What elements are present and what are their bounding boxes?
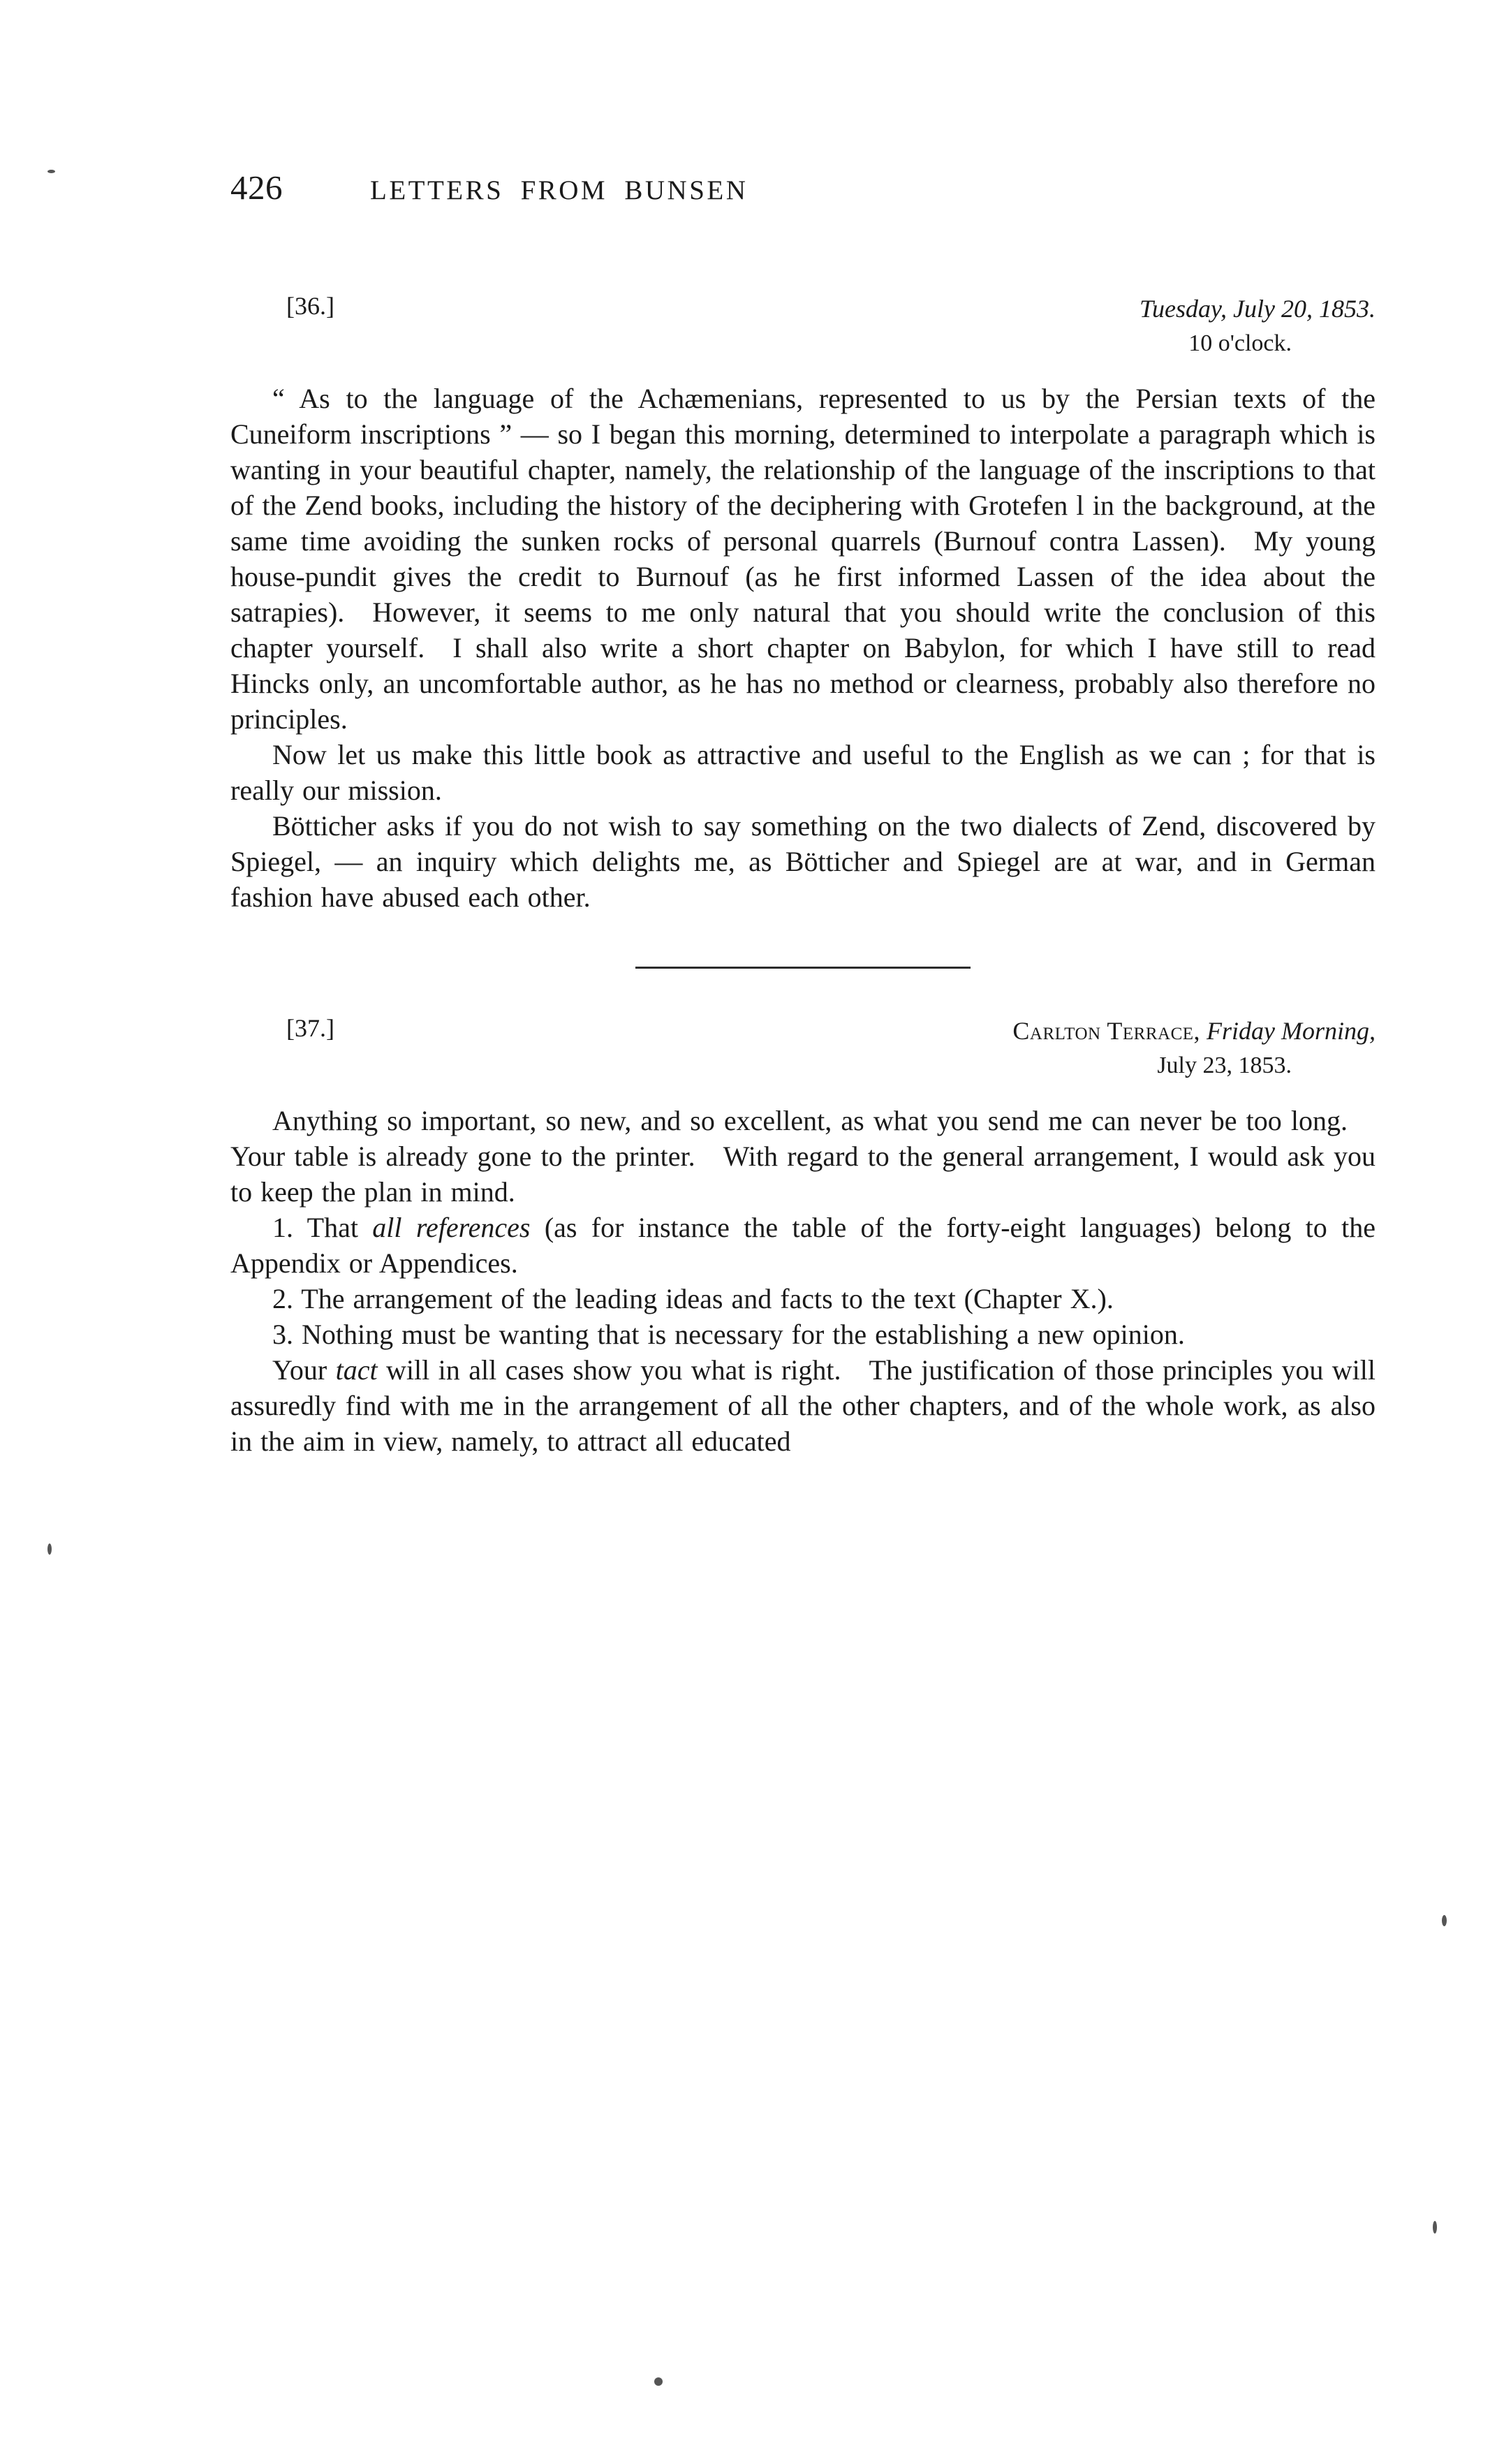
letter-37-dateline-main: Friday Morning, [1207, 1017, 1376, 1045]
letter-37 [230, 1013, 1376, 1459]
page-artifact-mark [1442, 1915, 1447, 1926]
letter-36-paragraph-1: “ As to the language of the Achæmenians, represented to us by the Persian texts of the Cuneiform inscriptions ” — so I began this morning, determined to interpolate a paragraph which is wanting in your beautiful chapter, namely, the relationship of the language of the inscriptions to that of the Zend books, including the history of the deciphering with Grotefen l in the background, at the same time avoiding the sunken rocks of personal quarrels (Burnouf contra Lassen). My young house-pundit gives the credit to Burnouf (as he first informed Lassen of the idea about the satrapies). However, it seems to me only natural that you should write the conclusion of this chapter yourself. I shall also write a short chapter on Babylon, for which I have still to read Hincks only, an uncomfortable author, as he has no method or clearness, probably also therefore no principles. [230, 383, 1376, 735]
page-header [230, 168, 1376, 207]
page-content [230, 168, 1376, 1459]
letter-37-paragraph-1: Anything so important, so new, and so excellent, as what you send me can never be too long. Your table is already gone to the printer. With regard to the general arrangement, I would ask you to keep the plan in mind. [230, 1105, 1376, 1208]
running-head: LETTERS FROM BUNSEN [370, 175, 748, 205]
letter-36-heading [230, 291, 1376, 375]
letter-36-number: [36.] [286, 292, 334, 320]
letter-36-dateline [230, 291, 1376, 360]
letter-37-paragraph-2: 1. That all references (as for instance the table of the forty-eight languages) belong to the Appendix or Appendices. [230, 1212, 1376, 1279]
letter-36-paragraph-3: Bötticher asks if you do not wish to say something on the two dialects of Zend, discovered by Spiegel, — an inquiry which delights me, as Bötticher and Spiegel are at war, and in German fashion have abused each other. [230, 810, 1376, 913]
page-artifact-mark [47, 170, 55, 173]
letter-37-dateline [230, 1013, 1376, 1083]
letter-37-dateline-date: July 23, 1853. [1157, 1053, 1292, 1079]
page-artifact-mark [47, 1543, 52, 1555]
letter-37-number: [37.] [286, 1014, 334, 1042]
page-artifact-mark [1433, 2221, 1437, 2234]
letter-36 [230, 291, 1376, 915]
letter-36-dateline-time: 10 o'clock. [1188, 330, 1292, 357]
letter-37-heading [230, 1013, 1376, 1097]
letter-36-dateline-main: Tuesday, July 20, 1853. [1140, 295, 1376, 323]
letter-37-paragraph-5: Your tact will in all cases show you what is right. The justification of those principles you will assuredly find with me in the arrangement of all the other chapters, and of the whole work, as also in the aim in view, namely, to attract all educated [230, 1354, 1376, 1457]
letter-37-paragraph-4: 3. Nothing must be wanting that is necessary for the establishing a new opinion. [272, 1319, 1185, 1350]
letter-37-dateline-place: Carlton Terrace, [1012, 1017, 1201, 1045]
letter-37-paragraph-3: 2. The arrangement of the leading ideas and facts to the text (Chapter X.). [272, 1283, 1114, 1314]
letter-36-paragraph-2: Now let us make this little book as attractive and useful to the English as we can ; for that is really our mission. [230, 739, 1376, 806]
section-divider [635, 967, 971, 969]
page-artifact-mark [654, 2377, 663, 2386]
page-number: 426 [230, 168, 283, 207]
